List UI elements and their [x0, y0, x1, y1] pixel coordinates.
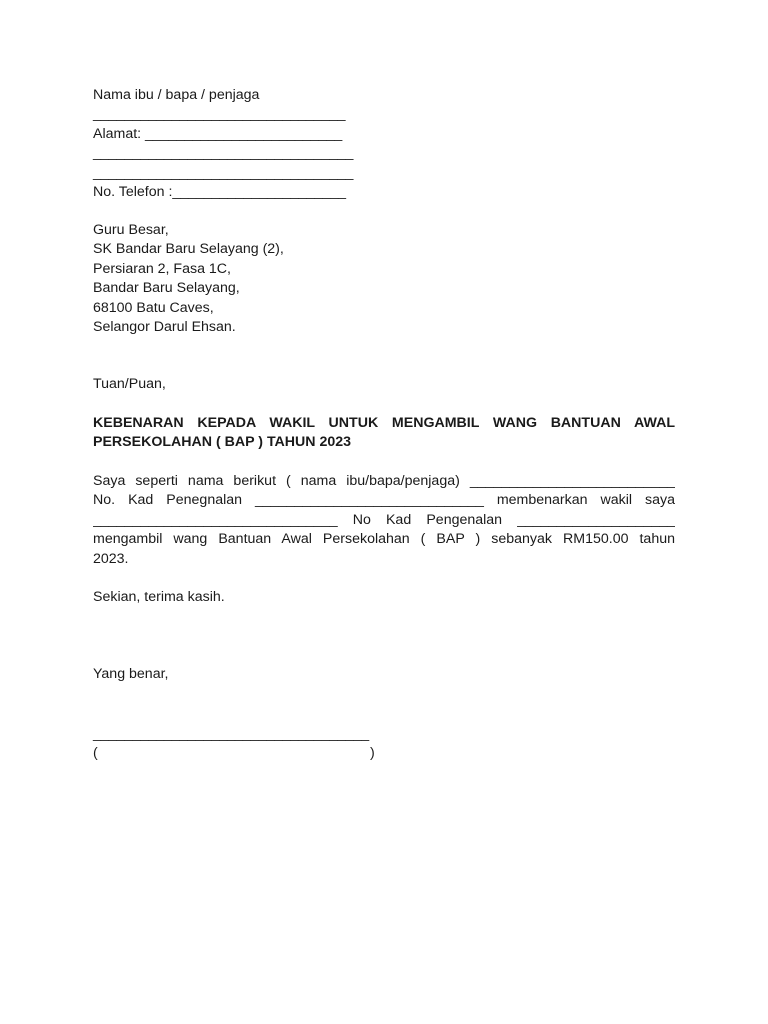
- signature-close-paren: ): [370, 745, 375, 761]
- letter-body: [93, 472, 675, 569]
- body-line-3: _______________________________ No Kad Pengenalan ____________________: [93, 511, 675, 528]
- body-line-1: Saya seperti nama berikut ( nama ibu/bapa/penjaga) __________________________: [93, 473, 675, 489]
- body-line-2: No. Kad Penegnalan _____________________________ membenarkan wakil saya: [93, 492, 675, 509]
- salutation: Tuan/Puan,: [93, 376, 166, 392]
- recipient-line-3: Persiaran 2, Fasa 1C,: [93, 260, 231, 277]
- sender-address-label: Alamat: _________________________: [93, 125, 343, 142]
- recipient-line-2: SK Bandar Baru Selayang (2),: [93, 241, 284, 258]
- closing-text: Sekian, terima kasih.: [93, 589, 225, 605]
- sender-block: [93, 86, 353, 202]
- recipient-line-1: Guru Besar,: [93, 222, 169, 238]
- recipient-line-4: Bandar Baru Selayang,: [93, 280, 240, 297]
- sender-phone-label: No. Telefon :______________________: [93, 183, 346, 200]
- sender-address-blank-2: _________________________________: [93, 164, 354, 181]
- sender-name-label: Nama ibu / bapa / penjaga: [93, 87, 260, 103]
- signature-line: ___________________________________: [93, 726, 370, 742]
- body-line-4: mengambil wang Bantuan Awal Persekolahan ( BAP ) sebanyak RM150.00 tahun: [93, 531, 675, 548]
- subject-line-2: PERSEKOLAHAN ( BAP ) TAHUN 2023: [93, 434, 352, 451]
- signature-open-paren: (: [93, 745, 98, 761]
- sender-name-blank: ________________________________: [93, 106, 346, 123]
- subject-line-1: KEBENARAN KEPADA WAKIL UNTUK MENGAMBIL WANG BANTUAN AWAL: [93, 415, 675, 431]
- recipient-block: [93, 221, 284, 337]
- recipient-line-6: Selangor Darul Ehsan.: [93, 318, 236, 335]
- recipient-line-5: 68100 Batu Caves,: [93, 299, 214, 316]
- signoff-text: Yang benar,: [93, 666, 169, 682]
- body-line-5: 2023.: [93, 550, 129, 567]
- letter-subject: [93, 414, 675, 453]
- letter-page: [93, 0, 675, 1024]
- sender-address-blank-1: _________________________________: [93, 145, 354, 162]
